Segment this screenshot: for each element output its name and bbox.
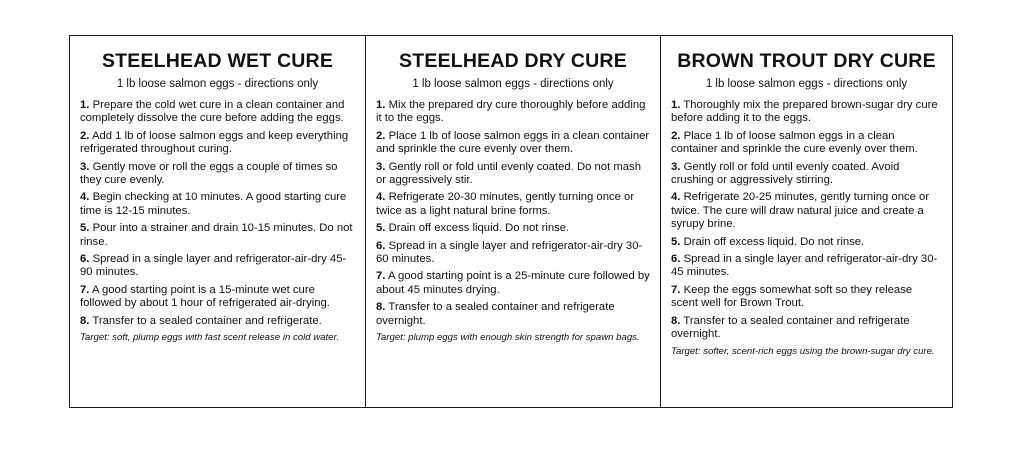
- step-text: Keep the eggs somewhat soft so they release scent well for Brown Trout.: [671, 283, 913, 310]
- step-item: [80, 191, 355, 218]
- step-text: Place 1 lb of loose salmon eggs in a clean container and sprinkle the cure evenly over them.: [671, 129, 918, 156]
- step-number: 2.: [671, 129, 681, 142]
- step-number: 8.: [671, 314, 681, 327]
- step-text: Refrigerate 20-30 minutes, gently turning once or twice as a light natural brine forms.: [376, 191, 635, 217]
- step-item: [80, 161, 355, 188]
- step-text: Add 1 lb of loose salmon eggs and keep everything refrigerated throughout curing.: [80, 129, 349, 156]
- target-note: Target: plump eggs with enough skin strength for spawn bags.: [376, 332, 640, 344]
- step-number: 5.: [671, 235, 681, 248]
- step-item: [376, 270, 650, 297]
- step-item: [671, 253, 942, 280]
- steps-list: [80, 99, 355, 328]
- step-text: Spread in a single layer and refrigerator-air-dry 30-60 minutes.: [376, 239, 643, 266]
- target-note: Target: softer, scent-rich eggs using the brown-sugar dry cure.: [671, 345, 935, 357]
- step-number: 6.: [376, 239, 386, 252]
- step-item: [376, 301, 650, 328]
- column-subtitle: 1 lb loose salmon eggs - directions only: [412, 78, 614, 90]
- step-text: A good starting point is a 15-minute wet cure followed by about 1 hour of refrigerated air-drying.: [80, 283, 330, 310]
- step-item: [671, 130, 942, 157]
- step-number: 4.: [80, 191, 90, 204]
- step-text: Gently roll or fold until evenly coated. Avoid crushing or aggressively stirring.: [671, 160, 900, 187]
- step-item: [671, 284, 942, 311]
- step-number: 3.: [376, 160, 386, 173]
- step-item: [80, 222, 355, 249]
- step-number: 6.: [671, 253, 681, 266]
- target-note: Target: soft, plump eggs with fast scent release in cold water.: [80, 332, 339, 344]
- step-number: 7.: [376, 270, 386, 283]
- step-number: 8.: [376, 301, 386, 314]
- step-item: [671, 315, 942, 342]
- step-number: 2.: [376, 129, 386, 142]
- step-item: [671, 99, 942, 126]
- column-title: STEELHEAD WET CURE: [101, 50, 334, 72]
- step-text: Mix the prepared dry cure thoroughly before adding it to the eggs.: [376, 99, 646, 125]
- step-item: [80, 284, 355, 311]
- step-text: Drain off excess liquid. Do not rinse.: [388, 222, 570, 235]
- step-text: Spread in a single layer and refrigerator-air-dry 45-90 minutes.: [80, 253, 347, 279]
- step-number: 7.: [80, 283, 90, 296]
- step-item: [376, 222, 650, 235]
- step-item: [376, 161, 650, 188]
- step-text: Transfer to a sealed container and refrigerate overnight.: [376, 301, 615, 327]
- step-text: Transfer to a sealed container and refrigerate.: [92, 314, 322, 327]
- step-text: Gently roll or fold until evenly coated. Do not mash or aggressively stir.: [376, 160, 641, 187]
- step-text: Refrigerate 20-25 minutes, gently turning once or twice. The cure will draw natural juice and create a syrupy brine.: [671, 191, 930, 231]
- step-item: [80, 315, 355, 328]
- steelhead-wet-cure-column: [70, 36, 366, 407]
- column-subtitle: 1 lb loose salmon eggs - directions only: [116, 78, 319, 90]
- step-text: Begin checking at 10 minutes. A good starting cure time is 12-15 minutes.: [80, 191, 347, 217]
- step-text: Pour into a strainer and drain 10-15 minutes. Do not rinse.: [80, 222, 353, 248]
- step-number: 1.: [80, 99, 90, 111]
- step-number: 1.: [671, 99, 681, 111]
- step-number: 7.: [671, 283, 681, 296]
- step-number: 8.: [80, 314, 90, 327]
- step-text: Drain off excess liquid. Do not rinse.: [683, 235, 865, 248]
- column-title: BROWN TROUT DRY CURE: [677, 50, 936, 72]
- step-text: A good starting point is a 25-minute cure followed by about 45 minutes drying.: [376, 270, 650, 296]
- steelhead-dry-cure-column: [366, 36, 661, 407]
- step-text: Thoroughly mix the prepared brown-sugar dry cure before adding it to the eggs.: [671, 99, 938, 125]
- step-text: Place 1 lb of loose salmon eggs in a clean container and sprinkle the cure evenly over them.: [376, 129, 650, 156]
- step-item: [671, 161, 942, 188]
- step-item: [80, 130, 355, 157]
- step-number: 4.: [671, 191, 681, 204]
- step-item: [376, 191, 650, 218]
- column-subtitle: 1 lb loose salmon eggs - directions only: [705, 78, 908, 90]
- step-item: [671, 236, 942, 249]
- step-number: 3.: [671, 160, 681, 173]
- step-item: [80, 99, 355, 126]
- steps-list: [376, 99, 650, 328]
- step-item: [376, 240, 650, 267]
- cure-directions-card: [69, 35, 953, 408]
- step-text: Transfer to a sealed container and refrigerate overnight.: [671, 314, 910, 341]
- step-text: Spread in a single layer and refrigerator-air-dry 30-45 minutes.: [671, 253, 938, 279]
- step-number: 2.: [80, 129, 90, 142]
- step-number: 4.: [376, 191, 386, 204]
- column-title: STEELHEAD DRY CURE: [399, 50, 627, 72]
- step-item: [376, 99, 650, 126]
- brown-trout-dry-cure-column: [661, 36, 952, 407]
- step-text: Prepare the cold wet cure in a clean container and completely dissolve the cure before adding the eggs.: [80, 99, 345, 125]
- step-item: [671, 191, 942, 231]
- step-number: 5.: [80, 222, 90, 235]
- step-item: [376, 130, 650, 157]
- step-number: 3.: [80, 160, 90, 173]
- step-number: 1.: [376, 99, 386, 111]
- steps-list: [671, 99, 942, 342]
- step-text: Gently move or roll the eggs a couple of times so they cure evenly.: [80, 160, 338, 187]
- step-item: [80, 253, 355, 280]
- step-number: 5.: [376, 222, 386, 235]
- step-number: 6.: [80, 253, 90, 266]
